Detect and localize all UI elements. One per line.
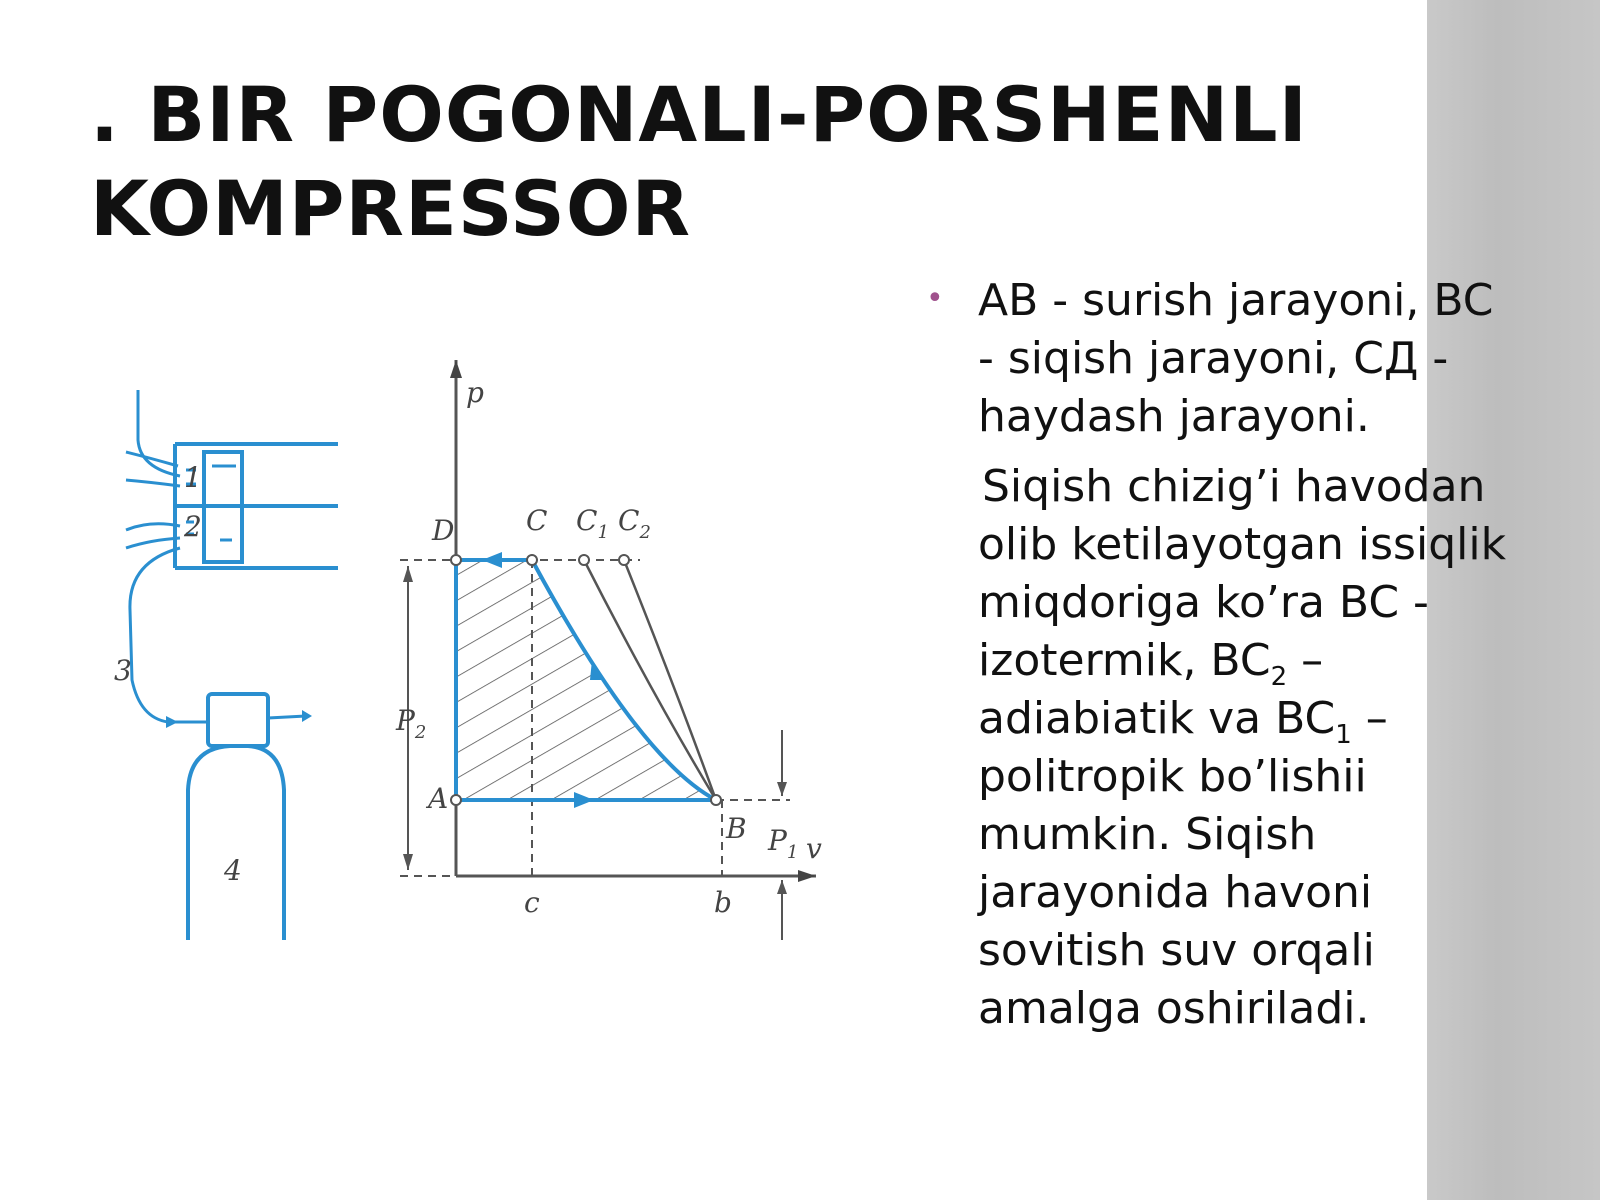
para-part-3: – politropik bo’lishii mumkin. Siqish jarayonida havoni sovitish suv orqali amalga oshiriladi. — [978, 693, 1388, 1034]
para-part-2: – adiabiatik va BC — [978, 635, 1336, 744]
label-3: 3 — [114, 654, 132, 687]
bullet-item — [922, 272, 1522, 446]
label-A: A — [428, 782, 449, 815]
bullet-dot-icon: • — [926, 281, 944, 316]
label-P1: $P_1$ — [768, 824, 799, 863]
label-4: 4 — [224, 854, 242, 887]
compressor-schematic — [114, 390, 338, 940]
label-1: 1 — [184, 461, 202, 494]
label-D: D — [432, 514, 455, 547]
label-C: C — [526, 504, 548, 537]
para-part-1: Siqish chizig’i havodan olib ketilayotgan issiqlik miqdoriga ko’ra BC - izotermik, BC — [978, 461, 1507, 686]
label-v: v — [806, 832, 822, 865]
label-B: B — [726, 812, 747, 845]
paragraph — [922, 458, 1522, 1038]
title-line-2: KOMPRESSOR — [90, 164, 692, 253]
work-area — [456, 560, 716, 800]
label-C1: $C_1$ — [576, 504, 609, 543]
title-line-1: . BIR POGONALI-PORSHENLI — [90, 70, 1308, 159]
label-2: 2 — [184, 510, 202, 543]
label-c: c — [524, 886, 540, 919]
label-p: p — [466, 376, 484, 409]
label-b: b — [714, 886, 732, 919]
label-P2: $P_2$ — [396, 704, 427, 743]
para-sub-1: 2 — [1270, 662, 1288, 692]
bullet-text: AB - surish jarayoni, BC - siqish jarayoni, СД - haydash jarayoni. — [978, 275, 1494, 442]
label-C2: $C_2$ — [618, 504, 651, 543]
para-sub-2: 1 — [1335, 720, 1352, 750]
body-text — [922, 272, 1522, 1038]
pv-diagram — [395, 360, 822, 940]
